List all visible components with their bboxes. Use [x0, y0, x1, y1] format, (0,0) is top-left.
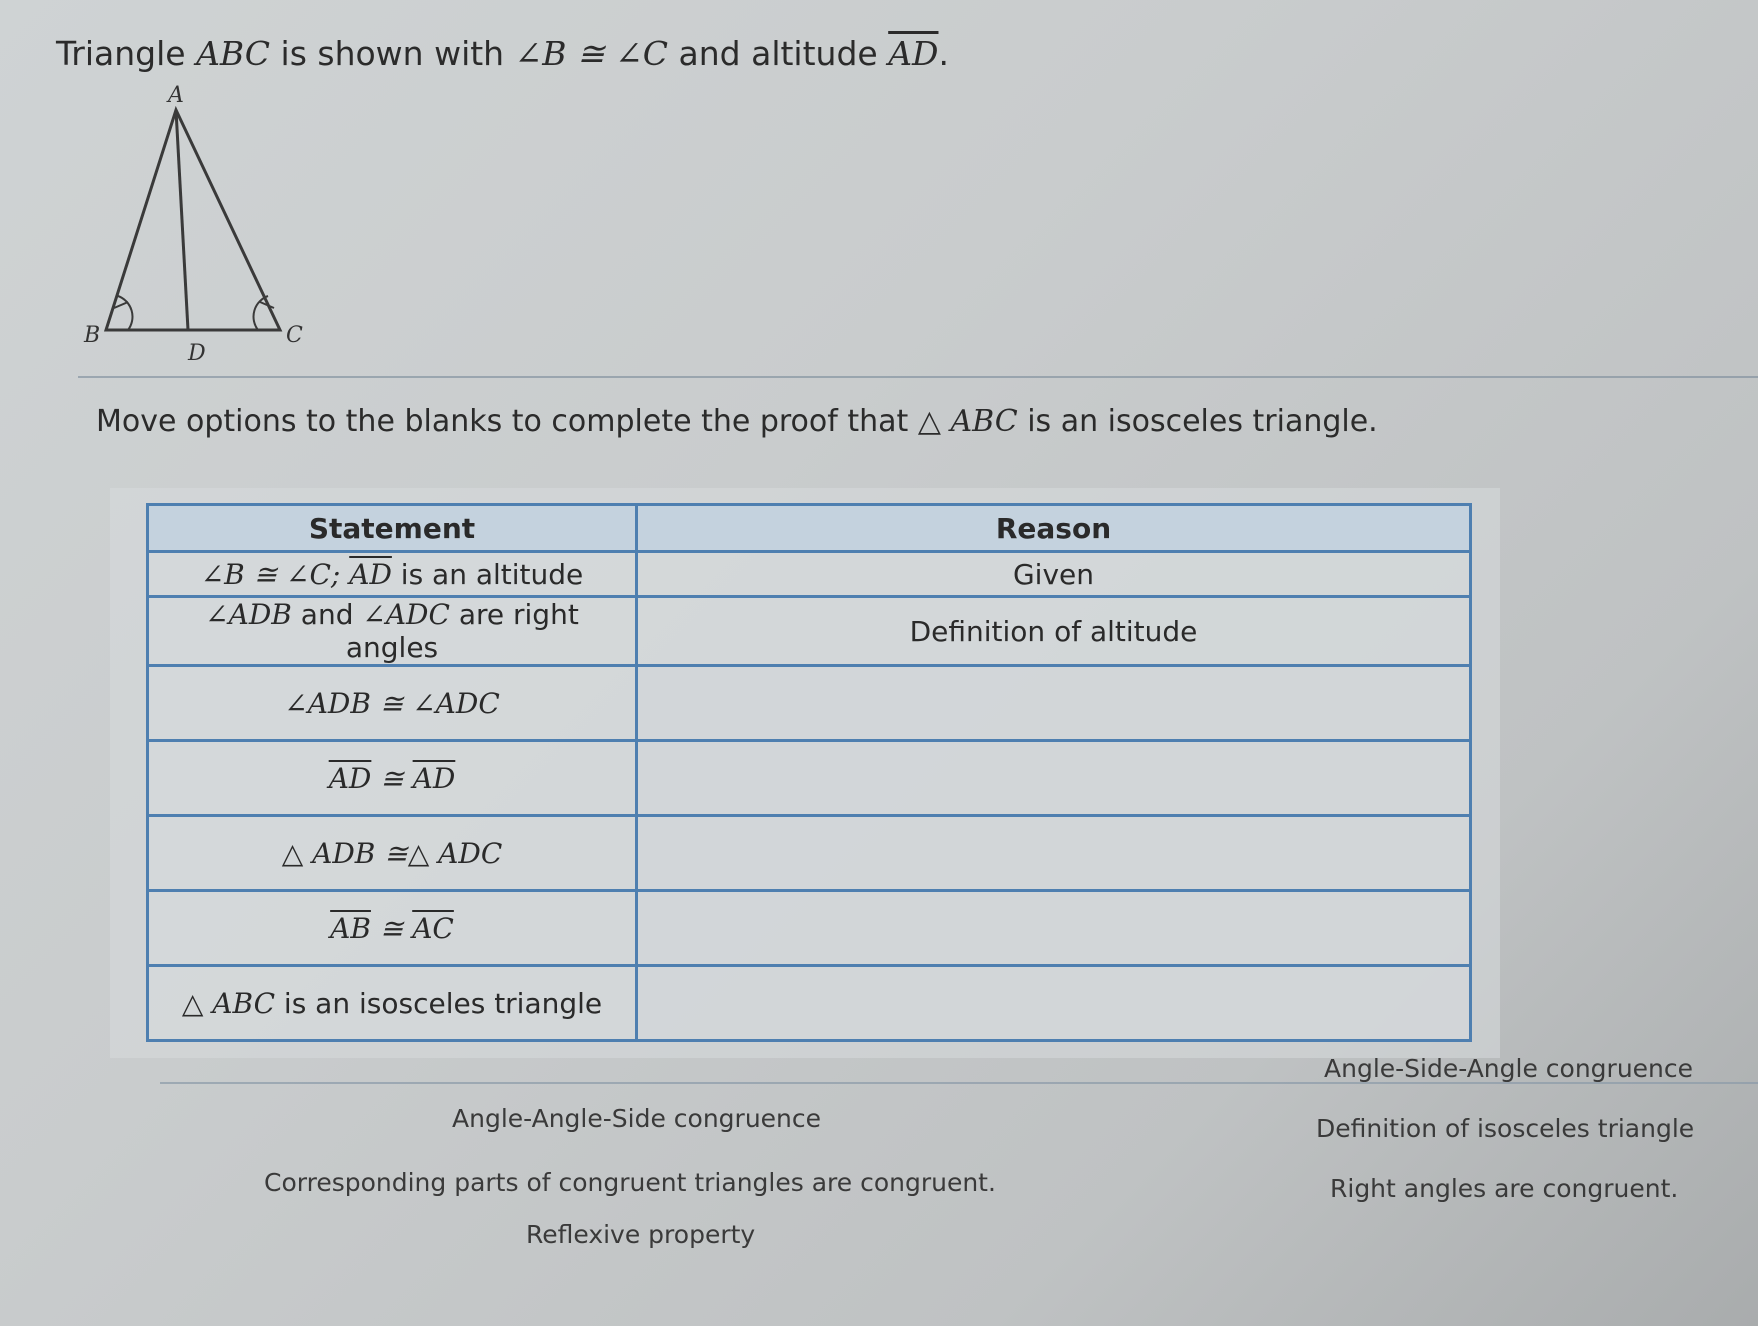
angle-mark-b [118, 296, 132, 330]
section-divider [78, 376, 1758, 378]
vertex-label-c: C [286, 323, 303, 348]
reason-drop-blank[interactable] [637, 741, 1471, 816]
option-definition-isosceles[interactable]: Definition of isosceles triangle [1316, 1114, 1695, 1143]
reason-header: Reason [637, 505, 1471, 552]
option-aas-congruence[interactable]: Angle-Angle-Side congruence [452, 1104, 822, 1133]
reason-drop-blank[interactable] [637, 666, 1471, 741]
reason-cell: Definition of altitude [637, 597, 1471, 666]
option-reflexive-property[interactable]: Reflexive property [526, 1220, 756, 1249]
reason-cell: Given [637, 552, 1471, 597]
proof-table [146, 503, 1472, 1042]
table-row [148, 597, 1471, 666]
statement-cell: ∠B ≅ ∠C; $\overline{AD}$ is an altitude [148, 552, 637, 597]
statement-cell: $\overline{AD}$ ≅ $\overline{AD}$ [148, 741, 637, 816]
altitude-line [176, 110, 188, 330]
reason-drop-blank[interactable] [637, 966, 1471, 1041]
option-right-angles-congruent[interactable]: Right angles are congruent. [1330, 1174, 1679, 1203]
altitude-segment: $\overline{AD}$ [888, 34, 939, 73]
table-row [148, 816, 1471, 891]
statement-cell: ∠ADB and ∠ADC are right angles [148, 597, 637, 666]
table-row [148, 741, 1471, 816]
problem-statement: Triangle ABC is shown with ∠B ≅ ∠C and altitude $\overline{AD}$. [56, 34, 949, 73]
reason-drop-blank[interactable] [637, 816, 1471, 891]
vertex-label-a: A [168, 83, 184, 108]
triangle-name: ABC [196, 34, 271, 73]
triangle-symbol: △ [917, 404, 941, 439]
angle-congruence: ∠B ≅ ∠C [514, 34, 669, 73]
reason-drop-blank[interactable] [637, 891, 1471, 966]
table-row [148, 552, 1471, 597]
instruction-text: Move options to the blanks to complete the proof that △ ABC is an isosceles triangle. [96, 404, 1378, 439]
statement-cell: △ ADB ≅△ ADC [148, 816, 637, 891]
triangle-abc-shape [106, 110, 280, 330]
triangle-diagram [70, 80, 330, 370]
option-asa-congruence[interactable]: Angle-Side-Angle congruence [1324, 1054, 1694, 1083]
statement-cell: ∠ADB ≅ ∠ADC [148, 666, 637, 741]
table-row [148, 966, 1471, 1041]
foot-label-d: D [188, 341, 206, 366]
statement-cell: $\overline{AB}$ ≅ $\overline{AC}$ [148, 891, 637, 966]
table-row [148, 891, 1471, 966]
statement-header: Statement [148, 505, 637, 552]
statement-cell: △ ABC is an isosceles triangle [148, 966, 637, 1041]
vertex-label-b: B [84, 323, 101, 348]
option-cpctc[interactable]: Corresponding parts of congruent triangles are congruent. [264, 1168, 996, 1197]
table-row [148, 666, 1471, 741]
